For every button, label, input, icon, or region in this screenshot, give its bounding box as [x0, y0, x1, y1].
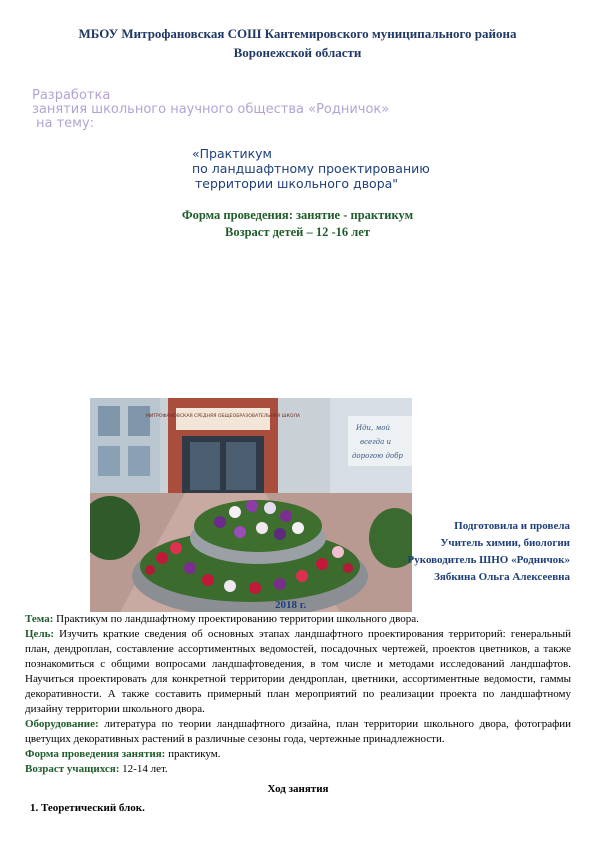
equipment-text: литература по теории ландшафтного дизайна, план территории школьного двора, фотографии цветущих декоративных растений в различные сезоны года, чертежные принадлежности. [25, 718, 571, 745]
wall-slogan-line: Иди, мой [356, 424, 391, 432]
year-label: 2018 г. [275, 599, 307, 611]
school-flowerbed-photo [90, 398, 412, 612]
form-text: практикум. [165, 748, 221, 760]
window [98, 446, 120, 476]
author-role: Подготовила и провела [454, 520, 570, 532]
organization-region: Воронежской области [233, 45, 362, 60]
development-line: Разработка [32, 88, 111, 103]
children-age: Возраст детей – 12 -16 лет [224, 225, 370, 239]
theme-text: Практикум по ландшафтному проектированию территории школьного двора. [53, 613, 419, 625]
window [128, 446, 150, 476]
topic-title [192, 146, 492, 191]
school-sign [176, 408, 270, 430]
equipment-label: Оборудование: [25, 718, 99, 730]
form-label: Форма проведения занятия: [25, 748, 166, 760]
author-name: Зябкина Ольга Алексеевна [434, 571, 570, 583]
development-caption [32, 89, 392, 131]
theme-paragraph [25, 612, 571, 627]
goal-text: Изучить краткие сведения об основных этапах ландшафтного проектирования территорий: генеральный план, дендроплан, составление ассортиментных ведомостей, посадочных чертежей, проектов цветников, а также познакомиться с общими вопросами ландшафтоведения, в том числе и методами исследований ландшафтов. Научиться проектировать для конкретной территории дендроплан, цветники, ассортиментные ведомости, гаммы декоративности. А также составить примерный план мероприятий по реализации проекта по ландшафтному дизайну территории школьного двора. [25, 628, 571, 715]
development-line: на тему: [36, 116, 95, 131]
goal-paragraph [25, 627, 571, 717]
organization-name: МБОУ Митрофановская СОШ Кантемировского муниципального района [78, 26, 517, 41]
form-paragraph [25, 747, 571, 762]
window [98, 406, 120, 436]
lesson-form: Форма проведения: занятие - практикум [181, 208, 414, 222]
development-line: занятия школьного научного общества «Родничок» [32, 102, 390, 117]
door [226, 442, 256, 490]
lesson-body [25, 612, 571, 816]
course-title: Ход занятия [267, 783, 329, 795]
wall-slogan-line: всегда и [360, 438, 392, 446]
age-text: 12-14 лет. [119, 763, 168, 775]
list-item: 1. Теоретический блок. [41, 801, 571, 816]
theme-label: Тема: [25, 613, 54, 625]
age-paragraph [25, 762, 571, 777]
photo-illustration [90, 398, 412, 612]
form-and-age [0, 207, 595, 241]
window [128, 406, 150, 436]
wall-slogan-line: дорогою добр [352, 452, 403, 460]
goal-label: Цель: [25, 628, 55, 640]
author-block [408, 518, 570, 586]
topic-line: по ландшафтному проектированию [192, 161, 430, 176]
school-sign-text: МИТРОФАНОВСКАЯ СРЕДНЯЯ ОБЩЕОБРАЗОВАТЕЛЬНАЯ ШКОЛА [145, 414, 301, 419]
topic-line: территории школьного двора" [195, 176, 399, 191]
age-label: Возраст учащихся: [25, 763, 120, 775]
course-list [25, 801, 571, 816]
author-club-role: Руководитель ШНО «Родничок» [407, 554, 570, 566]
topic-line: «Практикум [192, 146, 272, 161]
author-position: Учитель химии, биологии [440, 537, 570, 549]
equipment-paragraph [25, 717, 571, 747]
organization-header [0, 24, 595, 62]
door [190, 442, 220, 490]
